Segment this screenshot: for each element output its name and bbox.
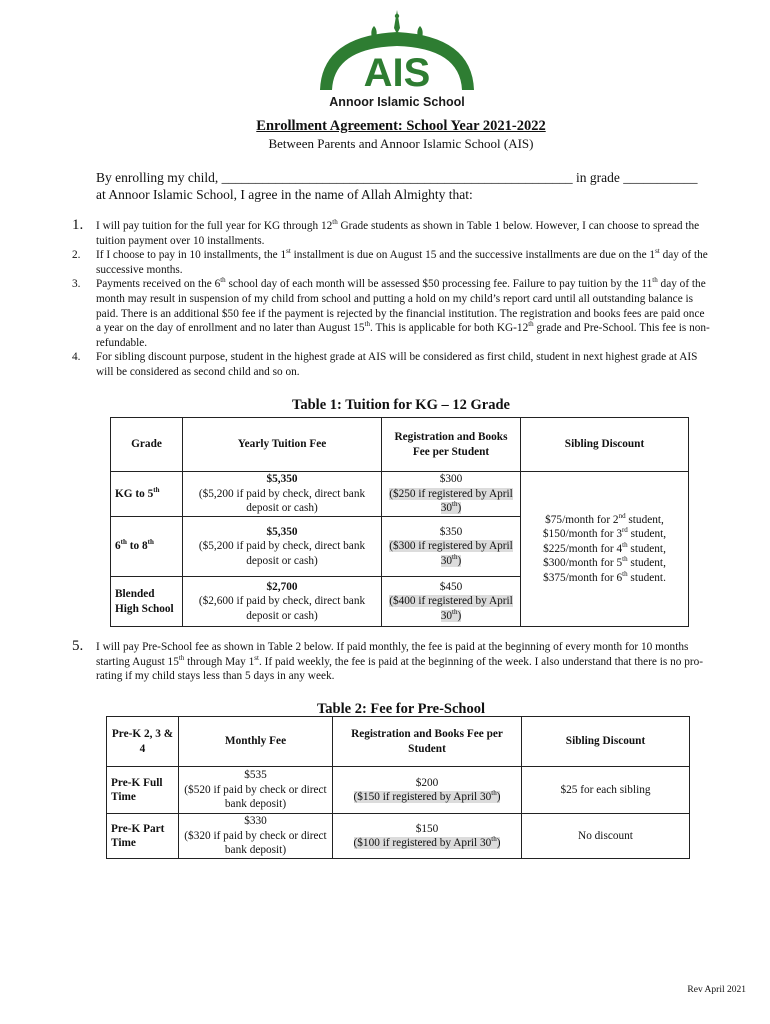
grade-cell: KG to 5th [111,472,183,517]
header-registration: Registration and Books Fee per Student [382,418,521,472]
table-row [107,767,690,814]
grade-cell: Blended High School [111,577,183,627]
header-grade: Pre-K 2, 3 & 4 [107,717,179,767]
grade-cell: 6th to 8th [111,517,183,577]
list-item: 2. If I choose to pay in 10 installments, the 1st installment is due on August 15 and the successive installments are due on the 1st day of the successive months. [72,247,708,276]
document-title: Enrollment Agreement: School Year 2021-2022 [256,118,546,134]
list-item: 1. I will pay tuition for the full year for KG through 12th Grade students as shown in Table 1 below. However, I can choose to spread the tuition payment over 10 installments. [72,217,700,247]
fee-cell: $330 ($320 if paid by check or direct bank deposit) [179,814,333,859]
header-grade: Grade [111,418,183,472]
intro-line-2: at Annoor Islamic School, I agree in the name of Allah Almighty that: [96,187,473,202]
list-item: 3. Payments received on the 6th school day of each month will be assessed $50 processing fee. Failure to pay tuition by the 11th day of the month may result in suspension of my child from school and putting a hold on my child’s report card until all outstanding balance is paid. There is an additional $50 fee if the payment is rejected by the financial institution. The registration and books fees are paid once a year on the day of enrollment and no later than August 15th. This is applicable for both KG-12th grade and Pre-School. This fee is non-refundable. [72,276,710,349]
header-sibling: Sibling Discount [521,418,689,472]
header-monthly-fee: Monthly Fee [179,717,333,767]
sibling-cell: $25 for each sibling [522,767,690,814]
revision-note: Rev April 2021 [687,985,746,995]
logo-letters: AIS [363,51,431,95]
minaret-top [394,10,400,34]
document-subtitle: Between Parents and Annoor Islamic School (AIS) [268,136,534,151]
registration-cell: $450 ($400 if registered by April 30th) [382,577,521,627]
grade-cell: Pre-K Part Time [107,814,179,859]
preschool-fee-table [106,716,690,859]
sibling-line: $375/month for 6th student. [543,569,666,584]
grade-cell: Pre-K Full Time [107,767,179,814]
tuition-cell: $2,700 ($2,600 if paid by check, direct bank deposit or cash) [183,577,382,627]
table-header-row [111,418,689,472]
registration-cell: $150 ($100 if registered by April 30th) [333,814,522,859]
sibling-discount-cell [521,472,689,627]
registration-cell: $200 ($150 if registered by April 30th) [333,767,522,814]
tuition-table [110,417,689,627]
header-tuition: Yearly Tuition Fee [183,418,382,472]
list-item: 4. For sibling discount purpose, student in the highest grade at AIS will be considered as first child, student in next highest grade at AIS will be considered as second child and so on. [72,351,698,378]
tuition-cell: $5,350 ($5,200 if paid by check, direct bank deposit or cash) [183,517,382,577]
minaret-right [417,26,422,38]
sibling-line: $75/month for 2nd student, [545,512,664,526]
table-row [107,814,690,859]
registration-cell: $300 ($250 if registered by April 30th) [382,472,521,517]
fee-cell: $535 ($520 if paid by check or direct bank deposit) [179,767,333,814]
table1-caption: Table 1: Tuition for KG – 12 Grade [292,397,510,413]
sibling-cell: No discount [522,814,690,859]
sibling-line: $150/month for 3rd student, [542,526,667,541]
minaret-left [371,26,376,38]
header-registration: Registration and Books Fee per Student [333,717,522,767]
sibling-line: $300/month for 5th student, [543,555,666,570]
header-sibling: Sibling Discount [522,717,690,767]
item-number: 5. [72,638,84,654]
tuition-cell: $5,350 ($5,200 if paid by check, direct bank deposit or cash) [183,472,382,517]
item-number: 2. [72,249,81,262]
sibling-line: $225/month for 4th student, [543,541,666,555]
item-number: 4. [72,351,81,364]
table2-caption: Table 2: Fee for Pre-School [316,701,486,717]
table-header-row [107,717,690,767]
intro-statement [96,169,736,203]
item-number: 3. [72,278,81,291]
registration-cell: $350 ($300 if registered by April 30th) [382,517,521,577]
table-row [111,472,689,517]
list-item-5: 5. I will pay Pre-School fee as shown in Table 2 below. If paid monthly, the fee is paid at the beginning of every month for 10 months starting August 15th through May 1st. If paid weekly, the fee is paid at the beginning of the week. I also understand that there is no pro-rating if my child stays less than 5 days in any week. [72,638,704,683]
school-name: Annoor Islamic School [329,95,465,109]
intro-line-1: By enrolling my child, ____________________________________________________ in grade ___________ [96,170,698,185]
agreement-list [72,219,712,380]
item-number: 1. [72,217,84,233]
